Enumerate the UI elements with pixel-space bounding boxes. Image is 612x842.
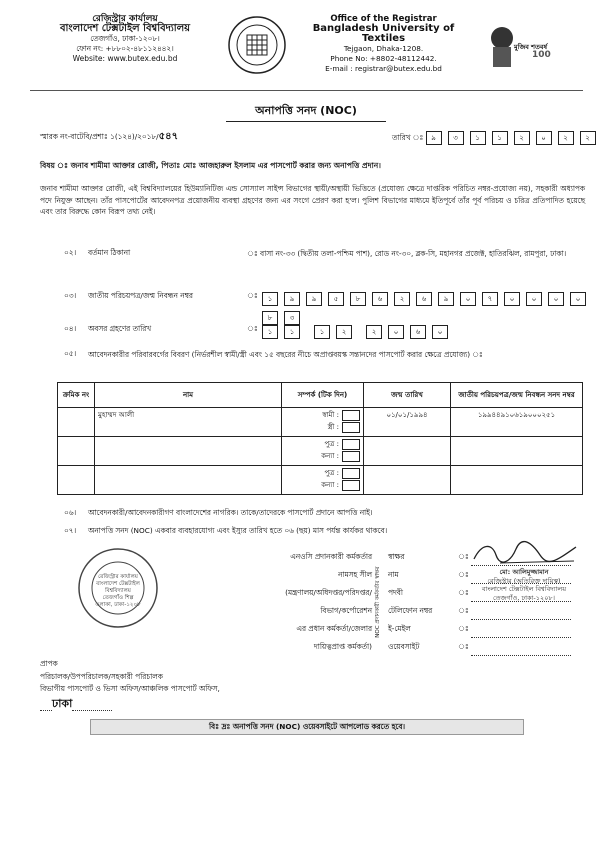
item5-text: আবেদনকারীর পরিবারবর্গের বিবরণ (নির্ভরশীল স্বামী/স্ত্রী এবং ১৫ বছরের নীচে অপ্রাপ্তবয়স্ক সন্তানদের পাসপোর্ট করার ক্ষেত্রে প্রযোজ্য) ঃ bbox=[88, 350, 483, 359]
date-field bbox=[392, 131, 602, 145]
col-name: নাম bbox=[95, 383, 282, 408]
item3-label: জাতীয় পরিচয়পত্র/জন্ম নিবন্ধন নম্বর bbox=[88, 291, 193, 300]
nid-cell bbox=[451, 437, 583, 466]
digit-box: ৭ bbox=[482, 292, 498, 306]
digit-box: ৯ bbox=[284, 292, 300, 306]
issuer-description bbox=[232, 548, 372, 656]
col-nid: জাতীয় পরিচয়পত্র/জন্ম নিবন্ধন সনদ নম্বর bbox=[451, 383, 583, 408]
item4-label: অবসর গ্রহণের তারিখ bbox=[88, 324, 151, 333]
dot-line bbox=[72, 702, 112, 711]
item3-colon: ঃ bbox=[247, 291, 258, 300]
family-table bbox=[57, 382, 583, 495]
issuer-line: বিভাগ/কর্পোরেশন bbox=[320, 606, 372, 615]
memo-number bbox=[40, 132, 178, 142]
mujib-number: 100 bbox=[532, 50, 551, 60]
mujib-borsho-logo bbox=[488, 20, 550, 72]
digit-box: ৯ bbox=[426, 131, 442, 145]
digit-box: ৯ bbox=[306, 292, 322, 306]
dob-cell: ০১/০১/১৯৯৪ bbox=[364, 408, 451, 437]
item6-text: আবেদনকারী/আবেদনকারীগণ বাংলাদেশের নাগরিক। তাকে/তাদেরকে পাসপোর্ট প্রদানে আপত্তি নাই। bbox=[88, 508, 373, 517]
relation-cell bbox=[282, 408, 364, 437]
recipient-city-handwritten: ঢাকা bbox=[52, 696, 73, 710]
date-label: তারিখ ঃ bbox=[392, 133, 424, 142]
digit-box: ০ bbox=[536, 131, 552, 145]
item5-number: ০৫। bbox=[64, 349, 77, 358]
digit-box: ০ bbox=[388, 325, 404, 339]
field-label: পদবী bbox=[388, 588, 403, 597]
issuer-line: এর প্রধান কর্মকর্তা/জেলার bbox=[296, 624, 372, 633]
recipient-title: পরিচালক/উপপরিচালক/সহকারী পরিচালক bbox=[40, 671, 163, 681]
digit-box: ১ bbox=[314, 325, 330, 339]
digit-box: ৩ bbox=[284, 311, 300, 325]
item7-text: অনাপত্তি সনদ (NOC) একবার ব্যবহারযোগ্য এবং ইস্যুর তারিখ হতে ০৬ (ছয়) মাস পর্যন্ত কার্যকর থাকবে। bbox=[88, 526, 388, 535]
digit-box: ১ bbox=[492, 131, 508, 145]
col-relation: সম্পর্ক (টিক দিন) bbox=[282, 383, 364, 408]
signatory-address: তেজগাঁও, ঢাকা-১২০৮। bbox=[493, 593, 555, 602]
relation-cell bbox=[282, 437, 364, 466]
item2-number: ০২। bbox=[64, 248, 77, 257]
dob-cell bbox=[364, 437, 451, 466]
date-boxes bbox=[426, 133, 602, 142]
field-colon: ঃ bbox=[458, 624, 469, 633]
handwritten-signature bbox=[470, 541, 580, 567]
footer-note: বিঃ দ্রঃ অনাপত্তি সনদ (NOC) ওয়েবসাইটে আপলোড করতে হবে। bbox=[90, 719, 524, 735]
recipient-label: প্রাপক bbox=[40, 659, 58, 668]
signatory-name: মো: আলিমুজ্জামান bbox=[499, 568, 549, 576]
digit-box: ৬ bbox=[416, 292, 432, 306]
relation-option: পুত্র : bbox=[324, 440, 339, 448]
item2-address: ঃ বাসা নং-৩৩ (দ্বিতীয় তলা-পশ্চিম পাশ), রোড নং-৩০, ব্লক-সি, মহানগর প্রজেক্ট, হাতিরঝিল, রামপুরা, ঢাকা। bbox=[247, 249, 567, 258]
subject-line: বিষয় ঃ জনাব শামীমা আক্তার রোজী, পিতাঃ মোঃ আজহারুল ইসলাম এর পাসপোর্ট করার জন্য অনাপত্তি প্রদান। bbox=[40, 161, 381, 170]
item4-number: ০৪। bbox=[64, 324, 77, 333]
item3-number: ০৩। bbox=[64, 291, 77, 300]
memo-handwritten: ৫৪৭ bbox=[158, 131, 179, 142]
item2-label: বর্তমান ঠিকানা bbox=[88, 248, 131, 257]
dot-line bbox=[40, 702, 52, 711]
digit-box: ১ bbox=[470, 131, 486, 145]
field-label: টেলিফোন নম্বর bbox=[388, 606, 433, 615]
item4-colon: ঃ bbox=[247, 324, 258, 333]
digit-box: ৬ bbox=[410, 325, 426, 339]
office-seal bbox=[76, 546, 160, 630]
en-university-name: Bangladesh University of Textiles bbox=[312, 23, 455, 44]
signatory-stamp bbox=[462, 568, 586, 602]
field-colon: ঃ bbox=[458, 642, 469, 651]
retirement-date-boxes bbox=[262, 321, 454, 340]
bn-university-name: বাংলাদেশ টেক্সটাইল বিশ্ববিদ্যালয় bbox=[59, 23, 191, 34]
issuer-line: দায়িত্বপ্রাপ্ত কর্মকর্তা) bbox=[313, 642, 372, 651]
digit-box: ০ bbox=[504, 292, 520, 306]
serial-cell bbox=[58, 466, 95, 495]
digit-box: ৩ bbox=[448, 131, 464, 145]
digit-box: ১ bbox=[262, 292, 278, 306]
en-address: Tejgaon, Dhaka-1208. bbox=[343, 44, 424, 53]
digit-box: ২ bbox=[558, 131, 574, 145]
relation-checkbox[interactable] bbox=[342, 439, 360, 450]
serial-cell bbox=[58, 437, 95, 466]
item7-number: ০৭। bbox=[64, 526, 77, 535]
relation-checkbox[interactable] bbox=[342, 468, 360, 479]
university-logo bbox=[226, 15, 288, 75]
field-label: স্বাক্ষর bbox=[388, 552, 405, 561]
digit-box: ২ bbox=[580, 131, 596, 145]
doc-title: অনাপত্তি সনদ (NOC) bbox=[226, 102, 386, 122]
vertical-label bbox=[373, 552, 383, 656]
table-row bbox=[58, 437, 583, 466]
relation-option: স্ত্রী : bbox=[327, 423, 339, 431]
relation-checkbox[interactable] bbox=[342, 480, 360, 491]
relation-cell bbox=[282, 466, 364, 495]
bn-address: তেজগাঁও, ঢাকা-১২০৮। bbox=[90, 34, 160, 43]
bn-phone: ফোন নং: +৮৮০২-৪৮১১২৪৪২। bbox=[76, 44, 174, 53]
digit-box: ১ bbox=[262, 325, 278, 339]
vertical-label-text: NOC প্রদানকারী কর্মকর্তার স্বাক্ষর bbox=[375, 566, 381, 638]
digit-box: ০ bbox=[432, 325, 448, 339]
seal-text: রেজিস্ট্রার কার্যালয় বাংলাদেশ টেক্সটাইল বিশ্ববিদ্যালয় তেজগাঁও শিল্প এলাকা, ঢাকা-১২০৮ bbox=[95, 574, 141, 608]
digit-box: ২ bbox=[514, 131, 530, 145]
digit-box: ৮ bbox=[350, 292, 366, 306]
field-colon: ঃ bbox=[458, 588, 469, 597]
bn-registrar-office: রেজিস্ট্রার কার্যালয় bbox=[92, 14, 158, 24]
field-colon: ঃ bbox=[458, 552, 469, 561]
field-label: নাম bbox=[388, 570, 399, 579]
issuer-line: এনওসি প্রদানকারী কর্মকর্তার bbox=[290, 552, 372, 561]
table-row bbox=[58, 408, 583, 437]
field-label: ই-মেইল bbox=[388, 624, 411, 633]
recipient-office: বিভাগীয় পাসপোর্ট ও ভিসা অফিস/আঞ্চলিক পাসপোর্ট অফিস, bbox=[40, 684, 220, 693]
email: E-mail : registrar@butex.edu.bd bbox=[325, 64, 442, 73]
name-cell bbox=[95, 466, 282, 495]
relation-option: কন্যা : bbox=[321, 481, 339, 489]
digit-box: ০ bbox=[460, 292, 476, 306]
digit-box: ৮ bbox=[262, 311, 278, 325]
relation-option: স্বামী : bbox=[322, 411, 339, 419]
relation-checkbox[interactable] bbox=[342, 422, 360, 433]
email-line bbox=[471, 629, 571, 638]
digit-box: ২ bbox=[336, 325, 352, 339]
field-colon: ঃ bbox=[458, 606, 469, 615]
website-line bbox=[471, 647, 571, 656]
table-row bbox=[58, 466, 583, 495]
col-serial: ক্রমিক নং bbox=[58, 383, 95, 408]
memo-printed: স্মারক নং-বাটেবি/প্রশাঃ ১(১২৪)/২০১৮/ bbox=[40, 132, 159, 141]
digit-box: ৫ bbox=[328, 292, 344, 306]
col-dob: জন্ম তারিখ bbox=[364, 383, 451, 408]
field-label: ওয়েবসাইট bbox=[388, 642, 420, 651]
relation-option: কন্যা : bbox=[321, 452, 339, 460]
digit-box: ৯ bbox=[438, 292, 454, 306]
issuer-line: নামসহ সীল bbox=[338, 570, 372, 579]
en-phone: Phone No: +8802-48112442. bbox=[330, 54, 437, 63]
digit-box: ০ bbox=[548, 292, 564, 306]
nid-cell bbox=[451, 466, 583, 495]
body-paragraph: জনাব শামীমা আক্তার রোজী, এই বিশ্ববিদ্যালয়ের হিউম্যানিটিজ এন্ড সোস্যাল সাইন্স বিভাগের স্থায়ী/অস্থায়ী ভিত্তিতে (প্রযোজ্য ক্ষেত্রে দাপ্তরিক পরিচিত নম্বর-প্রযোজ্য নয়), সহকারী অধ্যাপক পদে নিযুক্ত আছেন। তাঁর পাসপোর্টের আবেদনপত্র প্রয়োজনীয় ব্যবস্থা গ্রহণের জন্য এর সংগে প্রেরণ করা হ'ল। পুলিশ বিভাগের মাধ্যমে ইতিপূর্বে তাঁর পূর্ব পরিচয় ও চরিত্র প্রতিপাদিত হয়েছে এবং তার বিরুদ্ধে কোন বিরূপ তথ্য নেই। bbox=[40, 184, 585, 216]
serial-cell bbox=[58, 408, 95, 437]
digit-box: ২ bbox=[366, 325, 382, 339]
name-cell: মুহাম্মদ আলী bbox=[95, 408, 282, 437]
en-letterhead bbox=[296, 14, 471, 74]
item6-number: ০৬। bbox=[64, 508, 77, 517]
dob-cell bbox=[364, 466, 451, 495]
issuer-line: (মন্ত্রণালয়/অধিদপ্তর/পরিদপ্তর/ bbox=[285, 588, 372, 597]
relation-option: পুত্র : bbox=[324, 469, 339, 477]
name-cell bbox=[95, 437, 282, 466]
bn-letterhead bbox=[40, 14, 210, 64]
digit-box: ১ bbox=[284, 325, 300, 339]
en-registrar-office: Office of the Registrar bbox=[330, 14, 437, 24]
digit-box: ০ bbox=[570, 292, 586, 306]
website: Website: www.butex.edu.bd bbox=[72, 54, 178, 63]
digit-box: ৬ bbox=[372, 292, 388, 306]
field-colon: ঃ bbox=[458, 570, 469, 579]
nid-cell: ১৯৯৪৪৯১০৬১৯০০০২৫১ bbox=[451, 408, 583, 437]
recipient-block bbox=[40, 658, 220, 711]
phone-line bbox=[471, 611, 571, 620]
table-header-row bbox=[58, 383, 583, 408]
mujib-text: মুজিব শতবর্ষ bbox=[514, 43, 548, 51]
signatory-university: বাংলাদেশ টেক্সটাইল বিশ্ববিদ্যালয় bbox=[481, 585, 567, 593]
relation-checkbox[interactable] bbox=[342, 451, 360, 462]
header-divider bbox=[30, 90, 583, 91]
digit-box: ২ bbox=[394, 292, 410, 306]
relation-checkbox[interactable] bbox=[342, 410, 360, 421]
digit-box: ০ bbox=[526, 292, 542, 306]
signatory-title: রেজিস্ট্রার (অতিরিক্ত দায়িত্ব) bbox=[487, 576, 561, 585]
